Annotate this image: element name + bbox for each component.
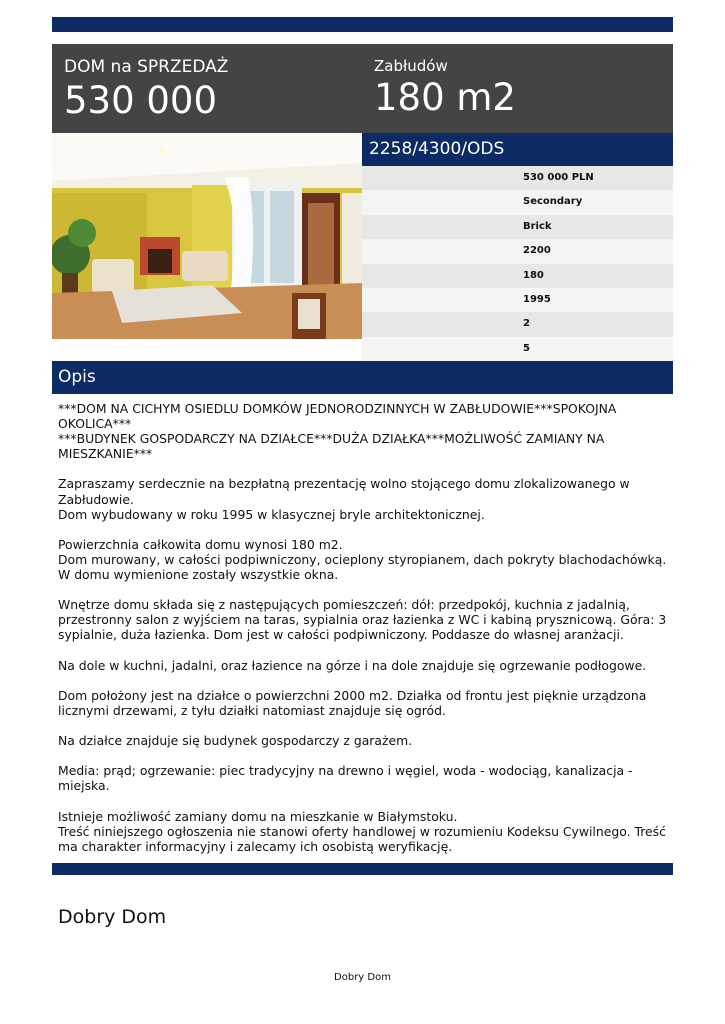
description-paragraph: Na działce znajduje się budynek gospodarczy z garażem. bbox=[58, 733, 413, 749]
agency-name: Dobry Dom bbox=[58, 906, 167, 928]
description-paragraph bbox=[58, 582, 668, 597]
param-row: 2 bbox=[362, 312, 673, 336]
description-paragraph: Treść niniejszego ogłoszenia nie stanowi oferty handlowej w rozumieniu Kodeksu Cywilnego. Treść ma charakter informacyjny i zalecamy ich osobistą weryfikację. bbox=[58, 823, 666, 854]
description-body bbox=[58, 401, 668, 854]
description-heading: Opis bbox=[52, 361, 673, 394]
description-paragraph: W domu wymienione zostały wszystkie okna. bbox=[58, 567, 339, 583]
top-accent-bar bbox=[52, 17, 673, 32]
page-footer: Dobry Dom bbox=[334, 972, 391, 983]
param-row: 530 000 PLN bbox=[362, 166, 673, 190]
description-paragraph bbox=[58, 793, 668, 808]
living-room-photo bbox=[52, 133, 362, 339]
header-left bbox=[64, 56, 228, 123]
description-paragraph: ***BUDYNEK GOSPODARCZY NA DZIAŁCE***DUŻA DZIAŁKA***MOŻLIWOŚĆ ZAMIANY NA MIESZKANIE*** bbox=[58, 431, 605, 462]
description-paragraph bbox=[58, 673, 668, 688]
description-paragraph bbox=[58, 748, 668, 763]
description-paragraph: Istnieje możliwość zamiany domu na mieszkanie w Białymstoku. bbox=[58, 808, 458, 824]
description-paragraph: Zapraszamy serdecznie na bezpłatną prezentację wolno stojącego domu zlokalizowanego w Zabłudowie. bbox=[58, 476, 630, 507]
description-paragraph: Na dole w kuchni, jadalni, oraz łazience na górze i na dole znajduje się ogrzewanie podłogowe. bbox=[58, 657, 647, 673]
listing-area: 180 m2 bbox=[374, 76, 516, 119]
param-row: Brick bbox=[362, 215, 673, 239]
param-row: 1995 bbox=[362, 288, 673, 312]
description-paragraph: Powierzchnia całkowita domu wynosi 180 m2. bbox=[58, 536, 343, 552]
description-paragraph: Dom murowany, w całości podpiwniczony, ocieplony styropianem, dach pokryty blachodachówką. bbox=[58, 551, 667, 567]
bottom-accent-bar bbox=[52, 863, 673, 875]
living-room-photo-icon bbox=[52, 133, 362, 339]
description-paragraph: Wnętrze domu składa się z następujących pomieszczeń: dół: przedpokój, kuchnia z jadalnią, przestronny salon z wyjściem na taras, sypialnia oraz łazienka z WC i kabiną prysznicową. Góra: 3 sypialnie, duża łazienka. Dom jest w całości podpiwniczony. Poddasze do własnej aranżacji. bbox=[58, 597, 667, 643]
param-row: 5 bbox=[362, 337, 673, 361]
description-paragraph: Dom wybudowany w roku 1995 w klasycznej bryle architektonicznej. bbox=[58, 506, 485, 522]
description-paragraph bbox=[58, 718, 668, 733]
listing-city: Zabłudów bbox=[374, 57, 448, 75]
description-paragraph bbox=[58, 522, 668, 537]
listing-header bbox=[52, 44, 673, 133]
reference-number: 2258/4300/ODS bbox=[362, 133, 673, 166]
parameters-table bbox=[362, 166, 673, 361]
header-right bbox=[374, 56, 516, 120]
param-row: 2200 bbox=[362, 239, 673, 263]
description-paragraph: Dom położony jest na działce o powierzchni 2000 m2. Działka od frontu jest pięknie urządzona licznymi drzewami, z tyłu działki natomiast znajduje się ogród. bbox=[58, 687, 647, 718]
param-row: Secondary bbox=[362, 190, 673, 214]
description-paragraph: ***DOM NA CICHYM OSIEDLU DOMKÓW JEDNORODZINNYCH W ZABŁUDOWIE***SPOKOJNA OKOLICA*** bbox=[58, 401, 617, 432]
description-paragraph bbox=[58, 461, 668, 476]
listing-kind: DOM na SPRZEDAŻ bbox=[64, 57, 229, 77]
listing-price: 530 000 bbox=[64, 79, 218, 122]
param-row: 180 bbox=[362, 264, 673, 288]
description-paragraph bbox=[58, 643, 668, 658]
description-paragraph: Media: prąd; ogrzewanie: piec tradycyjny na drewno i węgiel, woda - wodociąg, kanalizacja - miejska. bbox=[58, 763, 633, 794]
